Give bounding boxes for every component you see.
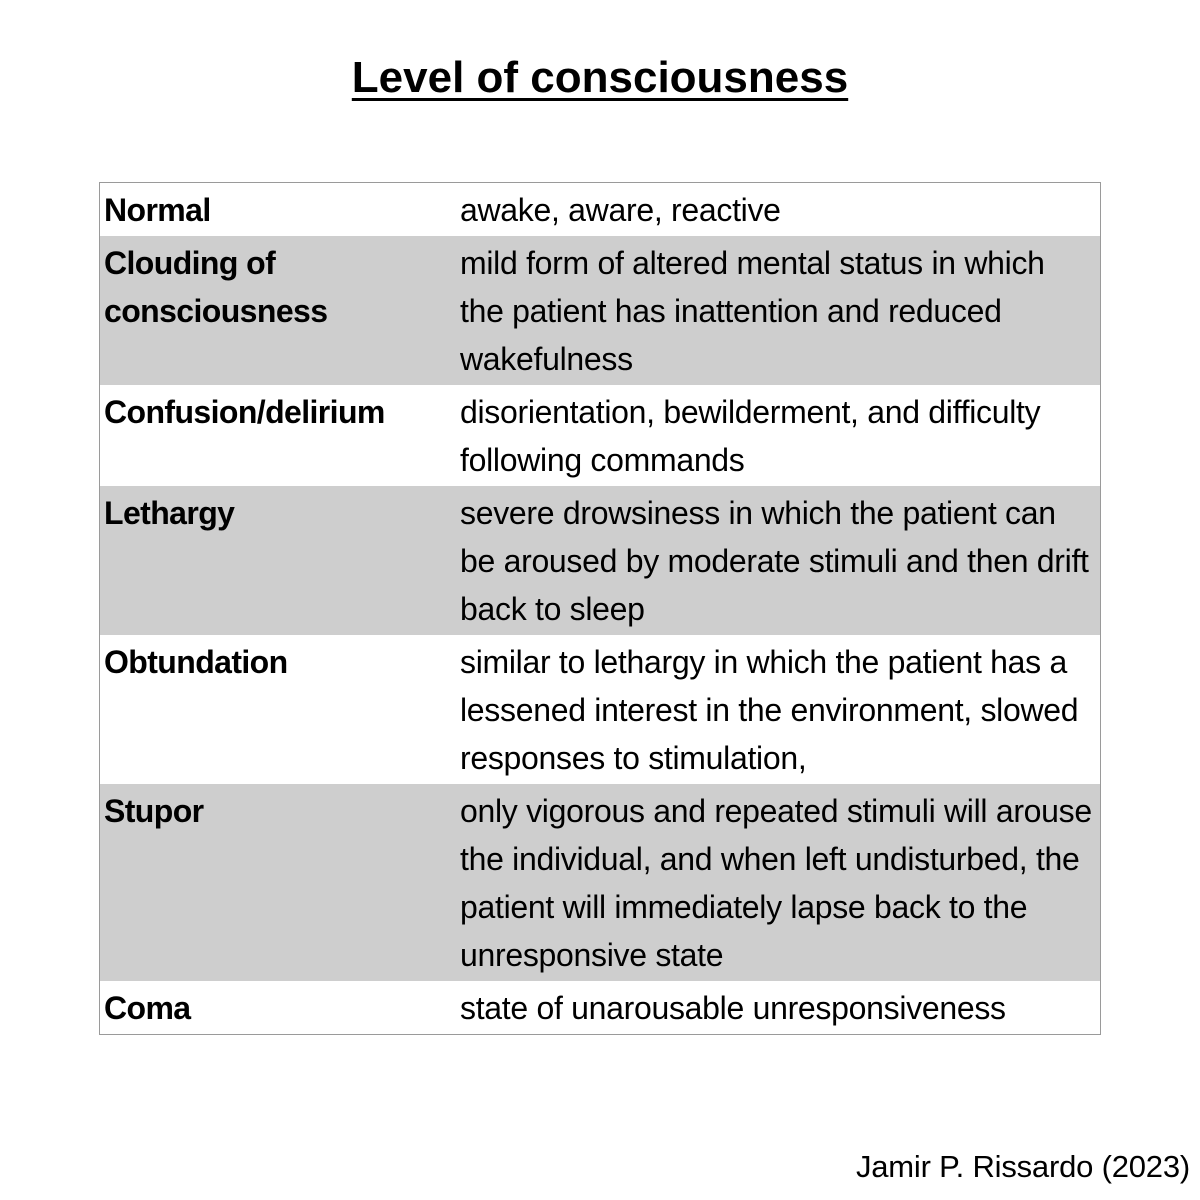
table-row-clouding [100, 236, 1100, 385]
table-row-stupor [100, 784, 1100, 981]
consciousness-table [99, 182, 1101, 1035]
description-cell: only vigorous and repeated stimuli will arouse the individual, and when left undisturbed, the patient will immediately lapse back to the unresponsive state [452, 784, 1100, 981]
term-cell: Stupor [100, 784, 452, 981]
table-row-normal [100, 183, 1100, 236]
term-cell: Lethargy [100, 486, 452, 635]
table-row-confusion [100, 385, 1100, 486]
description-cell: state of unarousable unresponsiveness [460, 990, 1006, 1026]
table-row-obtundation [100, 635, 1100, 784]
term-cell: Coma [104, 990, 191, 1026]
term-cell: Obtundation [104, 644, 288, 680]
description-cell: mild form of altered mental status in which the patient has inattention and reduced wakefulness [452, 236, 1100, 385]
description-cell: awake, aware, reactive [460, 192, 781, 228]
author-credit: Jamir P. Rissardo (2023) [855, 1149, 1190, 1184]
term-cell: Clouding of consciousness [100, 236, 452, 385]
term-cell: Confusion/delirium [104, 394, 385, 430]
table-row-lethargy [100, 486, 1100, 635]
description-cell: similar to lethargy in which the patient has a lessened interest in the environment, slowed responses to stimulation, [460, 644, 1079, 776]
table-row-coma [100, 981, 1100, 1034]
description-cell: disorientation, bewilderment, and difficulty following commands [460, 394, 1041, 478]
page-title: Level of consciousness [351, 53, 849, 102]
description-cell: severe drowsiness in which the patient can be aroused by moderate stimuli and then drift back to sleep [452, 486, 1100, 635]
term-cell: Normal [104, 192, 211, 228]
